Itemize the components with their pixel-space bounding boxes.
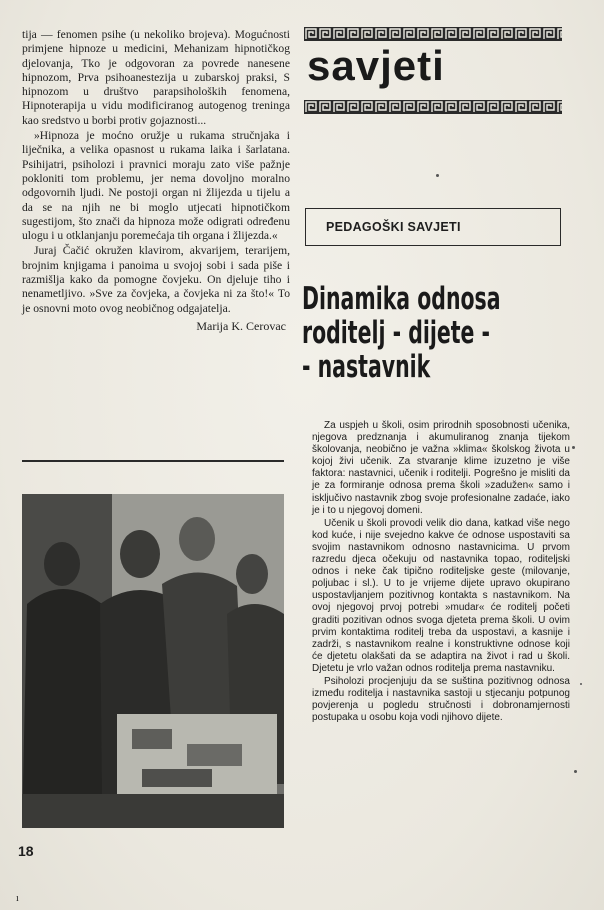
left-paragraph-2: »Hipnoza je moćno oružje u rukama stručnjaka i liječnika, a velika opasnost u rukama laika i šarlatana. Psihijatri, psiholozi i pravnici moraju zato više pažnje pokloniti tom problemu, jer nema dovoljno moralno odgovornih ljudi. Ne postoji organ ni žlijezda u tijelu a da se na njih ne bi moglo utjecati hipnotičkom sugestijom, što znači da hipnoza može odigrati određenu ulogu i u otklanjanju poremećaja tih organa i žlijezda.«	[22, 129, 290, 243]
left-paragraph-1: tija — fenomen psihe (u nekoliko brojeva). Mogućnosti primjene hipnoze u medicini, Mehanizam hipnotičkog djelovanja, Tko je odgovoran za povrede nanesene hipnozom, Prva psihoanestezija u zubarskoj praksi, S hipnozom u društvo parapsiholoških fenomena, Hipnoterapija u vidu modificiranog autogenog treninga kao sredstvo u borbi protiv gojaznosti...	[22, 28, 290, 127]
section-title: savjeti	[307, 42, 445, 89]
author-signature: Marija K. Cerovac	[196, 318, 286, 333]
greek-key-border-bottom	[304, 100, 562, 114]
right-column	[312, 420, 570, 724]
right-paragraph-1: Za uspjeh u školi, osim prirodnih sposobnosti učenika, njegova predznanja i akumuliranog znanja tijekom školovanja, neobično je važna »klima« školskog života u kojoj živi učenik. Za stvaranje klime izuzetno je više faktora: nastavnici, učenik i roditelji. Pogrešno je misliti da je za formiranje odnosa prema školi »zadužen« samo i isključivo nastavnik zbog svoje profesionalne zadaće, iako je i to u njegovoj domeni.	[312, 420, 570, 516]
page-number: 18	[18, 843, 34, 859]
right-paragraph-3: Psiholozi procjenjuju da se suština pozitivnog odnosa između roditelja i nastavnika sastoji u stjecanju potpunog povjerenja u pogledu stručnosti i dobronamjernosti postupaka u osobu koja vodi njihovo dijete.	[312, 675, 570, 724]
headline-line-2: roditelj - dijete -	[302, 315, 491, 351]
scan-speck	[436, 174, 439, 177]
scan-speck	[574, 770, 577, 773]
left-paragraph-3: Juraj Čačić okružen klavirom, akvarijem, terarijem, brojnim knjigama i panoima u svojoj sobi i sada piše i razmišlja kako da pomogne čovjeku. On djeluje tiho i nenametljivo. »Sve za čovjeka, a čovjeka ni za što!« To je osnovni moto ovog neobičnog odgajatelja.	[22, 244, 290, 315]
section-label-box	[305, 208, 561, 246]
photo-people-scene	[22, 494, 284, 828]
column-divider-rule	[22, 460, 284, 462]
bottom-mark: ı	[16, 893, 19, 904]
scan-speck	[580, 683, 582, 685]
section-label: PEDAGOŠKI SAVJETI	[326, 220, 461, 234]
greek-key-border-top	[304, 27, 562, 41]
headline-line-3: - nastavnik	[302, 349, 431, 385]
article-photo	[22, 494, 284, 828]
headline-line-1: Dinamika odnosa	[302, 281, 501, 317]
article-headline	[302, 281, 501, 385]
scan-speck	[572, 446, 575, 449]
left-column	[22, 28, 290, 334]
right-paragraph-2: Učenik u školi provodi velik dio dana, katkad više nego kod kuće, i nije svejedno kakve će odnose uspostaviti sa svojim nastavnikom odnosno nastavnicima. U prvom razredu djeca očekuju od nastavnika topao, roditeljski odnos i neke čak tipično roditeljske geste (milovanje, poljubac i sl.). U to je vrijeme dijete upravo okupirano uspostavljanjem pozitivnog kontakta s nastavnikom. Na ovoj njegovoj prvoj potrebi »mudar« će roditelj početi graditi pozitivan odnos svoga djeteta prema školi. U ovim prvim kontaktima roditelj treba da uspostavi, a kasnije i zadrži, s nastavnikom realne i konstruktivne odnose koji će djetetu olakšati da se adaptira na život i rad u školi. Djetetu je vrlo važan odnos roditelja prema nastavniku.	[312, 517, 570, 674]
